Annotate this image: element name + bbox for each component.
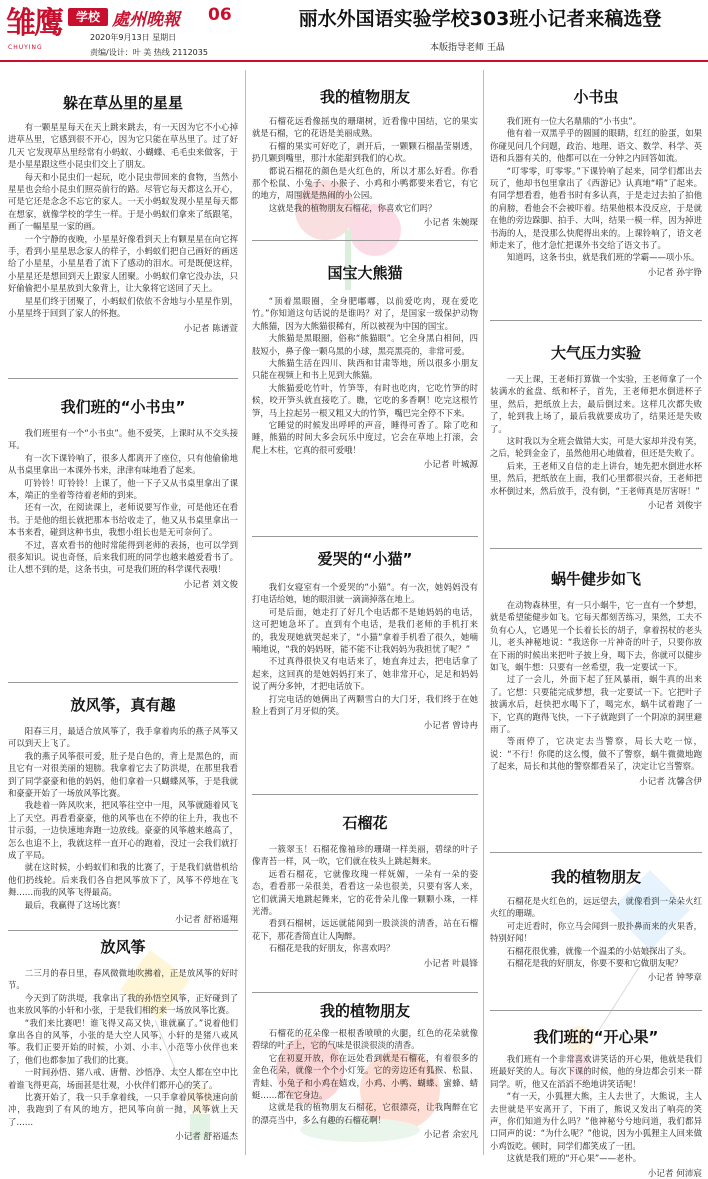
article-little-bookworm <box>490 86 702 312</box>
article-crying-cat <box>252 548 478 790</box>
masthead-logo-sub: CHUYING <box>8 44 43 51</box>
article-byline: 小记者 朱婉琛 <box>423 218 478 229</box>
article-paragraph: 远看石榴花，它就像玫瑰一样妩媚，一朵有一朵的姿态，看看那一朵很美，看看这一朵也很美，只要有客人来，它们就满天地跳起舞来，它的花骨朵儿像一颗颗小珠，一样光滑。 <box>252 868 478 917</box>
article-paragraph: 石榴花是火红色的，远远望去，就像看到一朵朵火红火红的珊瑚。 <box>490 896 702 919</box>
article-stars <box>8 92 238 372</box>
article-paragraph: 可是后面，她走打了好几个电话都不是她妈妈的电话，这可把她急坏了。直到有个电话，是我们老师的手机打来的，我发现她就哭起来了，“小猫”拿着手机看了很久，她喃喃地说，“我的妈妈呀，能不能不让我妈妈为我担忧了呢？” <box>252 606 478 655</box>
article-paragraph: 看到石榴树，远远就能闻到一股淡淡的清香，站在石榴花下，那花香简直让人陶醉。 <box>252 918 478 941</box>
article-snail <box>490 568 702 848</box>
article-divider <box>252 794 478 795</box>
article-paragraph: 每天和小昆虫们一起玩，吃小昆虫带回来的食物，当然小星星也会给小昆虫们照亮前行的路。尽管它每天都这么开心，可是它还是念念不忘它的家人。一天小蚂蚁发现小星星每天都在想家，就像学校的学生一样。于是小蚂蚁们拿来了纸跟笔，画了一幅星星一家的画。 <box>8 171 238 232</box>
article-divider <box>490 1010 702 1011</box>
article-title: 放风筝 <box>100 938 146 956</box>
article-paragraph: 最后，我赢得了这场比赛！ <box>24 899 126 910</box>
article-paragraph: 石榴花很优雅，就像一个温柔的小姑娘探出了头。 <box>506 945 692 956</box>
article-paragraph: 我的燕子风筝很可爱，肚子是白色的，背上是黑色的，而且它有一对很美丽的翅膀。我拿着它去了防洪堤，在那里我看到了同学豪豪和他的妈妈，他们拿着一只蝴蝶风筝，于是我就和豪豪开始了一场放风筝比赛。 <box>8 750 238 799</box>
article-plant-friend-2 <box>252 1000 478 1158</box>
article-paragraph: 星星们终于团聚了，小蚂蚁们依依不舍地与小星星作别，小星星终于回到了家人的怀抱。 <box>8 295 238 319</box>
article-paragraph: 有一次下课铃响了，很多人都离开了座位，只有他偷偷地从书桌里拿出一本课外书来，津津有味地看了起来。 <box>8 452 238 476</box>
article-kite-fun <box>8 694 238 924</box>
article-paragraph: 我们女寝室有一个爱哭的“小猫”。有一次，她妈妈没有打电话给她，她的眼泪就一滴滴掉落在地上。 <box>252 582 478 605</box>
article-plant-friend-1 <box>252 86 478 236</box>
article-byline: 小记者 叶晨锋 <box>423 958 478 969</box>
article-paragraph: 它在初夏开放，你在远处看到就是石榴花，有着很多的金色花朵，就像一个个小灯笼。它的旁边还有狐猴、松鼠、青蛙、小兔子和小鸡在嬉戏，小鸡、小鸭、蝴蝶、蜜蜂、蜻蜓……都在它身边。 <box>252 1052 478 1101</box>
article-title: 我的植物朋友 <box>319 88 410 106</box>
article-paragraph: 今天到了防洪堤，我拿出了我的孙悟空风筝，正好碰到了也来放风筝的小轩和小张，于是我们相约来一场放风筝比赛。 <box>8 992 238 1016</box>
article-paragraph: 有一颗星星每天在天上跳来跳去，有一天因为它不小心掉进草丛里，它感到很不开心，因为它只能在草丛里了。过了好几天 它发现草丛里经常有小蚂蚁、小蝴蝶、毛毛虫来做客，于是小星星跟这些小昆虫们交上了朋友。 <box>8 122 238 170</box>
article-byline: 小记者 沈馨含伊 <box>639 776 702 787</box>
article-divider <box>252 992 478 993</box>
article-byline: 小记者 刘文俊 <box>183 579 238 590</box>
article-paragraph: 一天上课，王老师打算做一个实验，王老师拿了一个装满水的盆盘、纸和杯子，首先，王老师把水倒进杯子里，然后，把纸放上去，最后倒过来。这样几次都失败了，轮到我上场了，最后我就要成功了，结果还是失败了。 <box>490 374 702 434</box>
article-plant-friend-3 <box>490 866 702 1006</box>
article-paragraph: 这时我以为全班会做错大实，可是大家却并没有笑，之后，轮到金金了，虽然他用心地做着，但还是失败了。 <box>490 436 702 459</box>
article-paragraph: 石榴花是我的好朋友，你要不要和它做朋友呢？ <box>506 958 683 969</box>
page-number: 06 <box>208 5 232 25</box>
article-paragraph: “我们来比赛吧！谁飞得又高又快，谁就赢了。”说着他们拿出各自的风筝，小张的是大空人风筝，小轩的是猪八戒风筝。我们正要开始的时候，小刘、小丰、小范等小伙伴也来了，他们也都参加了我们的比赛。 <box>8 1017 238 1065</box>
article-paragraph: 这就是我们班的“开心果”——老朴。 <box>506 1153 642 1164</box>
article-divider <box>252 240 478 241</box>
article-paragraph: 就在这时候，小蚂蚁们和我的比赛了，于是我们就借机给他们扔线轮。后来我们各自把风筝放下了，风筝不停地在飞舞……而我的风筝飞得最高。 <box>8 862 238 898</box>
article-byline: 小记者 钟琴章 <box>647 973 702 984</box>
article-paragraph: 一簇翠玉！石榴花像袖珍的珊瑚一样美丽，碧绿的叶子像青苔一样，风一吹，它们就在枝头上跳起舞来。 <box>252 844 478 867</box>
article-paragraph: 打完电话的她俩出了两颗雪白的大门牙，我们终于在她脸上看到了月牙似的笑。 <box>252 693 478 717</box>
article-byline: 小记者 舒裕遥杰 <box>175 1132 238 1143</box>
article-bookworm <box>8 396 238 676</box>
article-paragraph: 大熊猫爱吃竹叶，竹笋等，有时也吃肉，它吃竹笋的时候，咬开笋头就直接吃了。瞧，它吃的多香啊！吃完这根竹笋，马上拉起另一根又粗又大的竹笋，嘴巴完全停不下来。 <box>252 382 478 418</box>
article-paragraph: 不过，喜欢看书的他时常能得到老师的表扬，也可以学到很多知识。说也奇怪，后来我们班的同学也越来越爱看书了。让人想不到的是，这条书虫，可是我们班的科学课代表哦！ <box>8 539 238 575</box>
article-title: 国宝大熊猫 <box>327 264 403 282</box>
article-paragraph: 石榴花的花朵像一根根香喷喷的火腿，红色的花朵就像碧绿的叶子上，它的气味是很淡很淡的清香。 <box>252 1028 478 1051</box>
article-paragraph: 阳春三月，最适合放风筝了，我手拿着肉乐的燕子风筝又可以到天上飞了。 <box>8 726 238 749</box>
article-joker <box>490 1026 702 1179</box>
article-paragraph: 他有着一双黑乎乎的圆圆的眼睛，红红的脸蛋，如果你碰见问几个问题，政治、地理、语文、数学、科学、英语和兵器有关的，他都可以在一分钟之内回答如流。 <box>490 128 702 164</box>
article-byline: 小记者 孙宇铮 <box>647 267 702 278</box>
article-paragraph: 一时间孙悟、猪八戒、唐僧、沙悟净、太空人都在空中比着谁飞得更高，场面甚是壮观，小伙伴们都开心的笑了。 <box>8 1067 238 1090</box>
article-paragraph: 还有一次，在阅读课上，老师说要写作业，可是他还在看书。于是他的组长就把那本书给收走了，他又从书桌里拿出一本书来看，碰到这种书虫，我想小组长也是无可奈何了。 <box>8 502 238 538</box>
article-paragraph: 等雨停了，它决定去当警察，局长大吃一惊，说：“不行！你爬的这么慢，做不了警察，蜗牛微微地跑了起来，局长和其他的警察都看呆了，决定让它当警察。 <box>490 736 702 772</box>
article-paragraph: 这就是我的植物朋友石榴花，它很漂亮，让我陶醉在它的漂亮当中，多么有趣的石榴花啊！ <box>252 1102 478 1125</box>
paper-name: 處州晚報 <box>112 10 180 30</box>
column-divider-left <box>245 70 246 1155</box>
article-byline: 小记者 叶城源 <box>423 460 478 471</box>
article-title: 躲在草丛里的星星 <box>62 94 183 112</box>
article-title: 放风筝，真有趣 <box>70 696 176 714</box>
article-paragraph: 大熊猫是黑眼圈，俗称“熊猫眼”。它全身黑白相间，四肢短小，鼻子像一颗乌黑的小球，黑亮黑亮的，非常可爱。 <box>252 333 478 356</box>
article-paragraph: 可走近看时，你立马会闻到一股扑鼻而来的火果香，特别好闻！ <box>490 920 702 944</box>
article-paragraph: “有一天，小狐狸大熊，主人去世了，大熊说，主人去世就是平安离开了，下雨了，熊说又发出了响亮的笑声，你们知道为什么吗？”他神秘兮兮地问道，我们都异口同声的说：“为什么呢？”他说，因为小狐狸主人回来做小鸡饭吃。顿时，同学们都笑成了一团。 <box>490 1091 702 1151</box>
article-paragraph: 叮铃铃！叮铃铃！上课了，他一下子又从书桌里拿出了课本，端正的坐着等待着老师的到来。 <box>8 477 238 501</box>
article-paragraph: 我们班有一个非常喜欢讲笑话的开心果，他就是我们班最好笑的人。每次下课的时候，他的身边都会引来一群同学。听，他又在滔滔不绝地讲笑话呢！ <box>490 1054 702 1089</box>
section-tag: 学校 <box>68 8 108 26</box>
article-paragraph: 它睡觉的时候发出呼呼的声音，睡得可香了。除了吃和睡，熊猫的时间大多会玩乐中度过，它会在草地上打滚，会爬上木柱，它真的很可爱哦！ <box>252 420 478 455</box>
article-paragraph: 在动物森林里，有一只小蜗牛，它一直有一个梦想，就是希望能健步如飞。它每天都刻苦练习，果然，工夫不负有心人，它遇见一个长着长长的胡子，拿着拐杖的老头儿，老头神秘地说：“我送你一片神奇的叶子，只要你放在下雨的时候出来把叶子披上身，喝下去，你就可以健步如飞，蜗牛想：只要有一丝希望，我一定要试一下。 <box>490 600 702 673</box>
column-divider-right <box>483 70 484 1155</box>
article-paragraph: 过了一会儿，外面下起了狂风暴雨，蜗牛真的出来了。它想：只要能完成梦想，我一定要试一下。它把叶子披满水后，赶快把水喝下了，喝完水，蜗牛试着跑了一下，它真的跑得飞快，一下子就跑到了一个阴凉的洞里避雨了。 <box>490 674 702 735</box>
article-divider <box>490 548 702 549</box>
article-paragraph: 不过真得很快又有电话来了，她直奔过去，把电话拿了起来，这回真的是她妈妈打来了，她非常开心，足足和妈妈说了两分多钟，才把电话放下。 <box>252 656 478 692</box>
article-paragraph: 我趁着一阵风吹来，把风筝往空中一甩，风筝就随着风飞上了天空。再看看豪豪，他的风筝也在不停的往上升，我也不甘示弱，一边快速地奔跑一边放线。豪豪的风筝越来越高了，怎么也追不上，我就这样一直开心的跑着，没过一会我们就打成了平局。 <box>8 800 238 861</box>
article-byline: 小记者 曾诗冉 <box>423 721 478 732</box>
article-title: 我们班的“小书虫” <box>60 398 186 416</box>
article-air-pressure <box>490 342 702 542</box>
issue-date: 2020年9月13日 星期日 <box>90 33 177 42</box>
article-paragraph: 我们班里有一个“小书虫”。他不爱笑，上课时从不交头接耳。 <box>8 428 238 451</box>
article-byline: 小记者 余宏凡 <box>423 1130 478 1141</box>
article-paragraph: 一个宁静的夜晚，小星星好像看到天上有颗星星在向它挥手，看到小星星思念家人的样子，小蚂蚁们把自己画好的画送给了小星星，小星星看了流下了感动的泪水。可是既便这样，小星星还是想回到天上跟家人团聚。小蚂蚁们拿它没办法，只好偷偷把小星星放到大象背上，让大象将它送回了天上。 <box>8 233 238 294</box>
article-paragraph: 后来，王老师又自信的走上讲台，她先把水倒进水杯里，然后，把纸放在上面，我们心里都很兴奋，王老师把水杯倒过来，然后放手，没有倒，“王老师真是厉害呀！” <box>490 460 702 496</box>
article-divider <box>490 852 702 853</box>
article-title: 爱哭的“小猫” <box>317 550 413 568</box>
article-panda <box>252 262 478 530</box>
article-divider <box>252 536 478 537</box>
article-byline: 小记者 刘俊宇 <box>647 501 702 512</box>
article-divider <box>8 930 238 931</box>
article-paragraph: 石榴的果实可好吃了，剥开后，一颗颗石榴晶莹剔透，扔几颗到嘴里，那汁水能甜到我们的心坎。 <box>252 140 478 164</box>
article-kite <box>8 936 238 1158</box>
article-divider <box>490 320 702 321</box>
article-paragraph: 比赛开始了，我一只手拿着线，一只手拿着风筝快速向前冲，我跑到了有风的地方，把风筝向前一抛，风筝就上天了…… <box>8 1092 238 1127</box>
article-title: 石榴花 <box>342 814 388 832</box>
article-paragraph: 大熊猫生活在四川、陕西和甘肃等地，所以很多小朋友只能在视频上和书上见到大熊猫。 <box>252 358 478 381</box>
masthead-logo: 雏鹰 <box>6 6 62 41</box>
article-title: 小书虫 <box>573 88 619 106</box>
article-paragraph: 石榴花远看像摇曳的珊瑚树，近看像中国结，它的果实就是石榴，它的花语是美丽成熟。 <box>252 116 478 139</box>
article-title: 蜗牛健步如飞 <box>550 570 641 588</box>
article-title: 大气压力实验 <box>550 344 641 362</box>
article-paragraph: 都说石榴花的颜色是火红色的，所以才那么好看。你看那个松鼠、小兔子、小猴子、小鸡和小鸭都要来看它，有它的地方，周围就是热闹的小公园。 <box>252 165 478 201</box>
article-byline: 小记者 何沛宸 <box>647 1168 702 1179</box>
article-divider <box>8 378 238 379</box>
article-pomegranate <box>252 812 478 988</box>
article-paragraph: 石榴花是我的好朋友，你喜欢吗？ <box>268 943 395 954</box>
article-byline: 小记者 陈谱萱 <box>183 323 238 334</box>
article-title: 我们班的“开心果” <box>533 1028 659 1046</box>
page-title: 丽水外国语实验学校303班小记者来稿选登 <box>298 8 662 30</box>
article-paragraph: 这就是我的植物朋友石榴花，你喜欢它们吗？ <box>268 202 437 213</box>
article-byline: 小记者 舒裕遥翔 <box>175 915 238 926</box>
header-rule <box>0 60 708 62</box>
article-paragraph: 二三月的春日里，春风微微地吹拂着，正是放风筝的好时节。 <box>8 968 238 991</box>
editor-credits: 责编/设计：叶 美 热线 2112035 <box>90 48 208 57</box>
article-title: 我的植物朋友 <box>550 868 641 886</box>
article-title: 我的植物朋友 <box>319 1002 410 1020</box>
article-paragraph: 我们班有一位大名鼎鼎的“小书虫”。 <box>506 116 642 126</box>
article-divider <box>8 682 238 683</box>
article-paragraph: “顶着黑眼圈，全身肥嘟嘟，以前爱吃肉，现在爱吃竹。”你知道这句话说的是谁吗？对了，是国家一级保护动物大熊猫，因为大熊猫很稀有，所以被视为中国的国宝。 <box>252 296 478 331</box>
article-paragraph: 知道吗，这条书虫，就是我们班的学霸——项小乐。 <box>506 252 700 263</box>
article-paragraph: “叮零零，叮零零。”下课铃响了起来，同学们都出去玩了，他却书包里拿出了《西游记》认真地“啃”了起来。有同学想看看，他看书时有多认真，于是走过去拍了拍他的肩膀，看他会不会被吓着。结果他根本没反应，于是就在他的旁边跺脚、拍手、大叫，结果一模一样，因为掉进书海的人，是没那么快爬得出来的。上课铃响了，语文老师走来了，他才急忙把课外书交给了语文书了。 <box>490 165 702 251</box>
page-subtitle: 本版指导老师 王晶 <box>430 43 505 53</box>
